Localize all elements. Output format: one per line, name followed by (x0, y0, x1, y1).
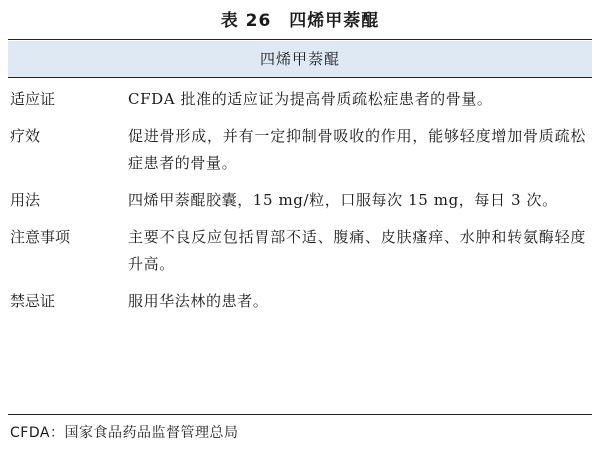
table-row-precautions (8, 224, 592, 278)
row-content: 促进骨形成，并有一定抑制骨吸收的作用，能够轻度增加骨质疏松症患者的骨量。 (128, 127, 586, 172)
bottom-rule (8, 414, 592, 415)
table-title-text: 四烯甲萘醌 (289, 11, 380, 31)
row-content: CFDA 批准的适应证为提高骨质疏松症患者的骨量。 (128, 90, 493, 108)
table-header: 四烯甲萘醌 (8, 41, 592, 78)
row-label: 用法 (10, 191, 41, 209)
table-row-indication (8, 86, 592, 113)
row-label: 疗效 (10, 127, 41, 145)
row-content: 服用华法林的患者。 (128, 292, 269, 310)
table-row-contraindications (8, 288, 592, 315)
table-title (0, 6, 600, 31)
table-row-efficacy (8, 123, 592, 177)
table-number: 表 26 (220, 11, 272, 31)
top-rule (8, 39, 592, 40)
row-label: 注意事项 (10, 228, 71, 246)
table-row-usage (8, 187, 592, 214)
row-content: 四烯甲萘醌胶囊，15 mg/粒，口服每次 15 mg，每日 3 次。 (128, 191, 558, 209)
table-body (8, 86, 592, 325)
row-label: 适应证 (10, 90, 56, 108)
row-content: 主要不良反应包括胃部不适、腹痛、皮肤瘙痒、水肿和转氨酶轻度升高。 (128, 228, 586, 273)
footnote: CFDA：国家食品药品监督管理总局 (10, 425, 239, 441)
row-label: 禁忌证 (10, 292, 56, 310)
